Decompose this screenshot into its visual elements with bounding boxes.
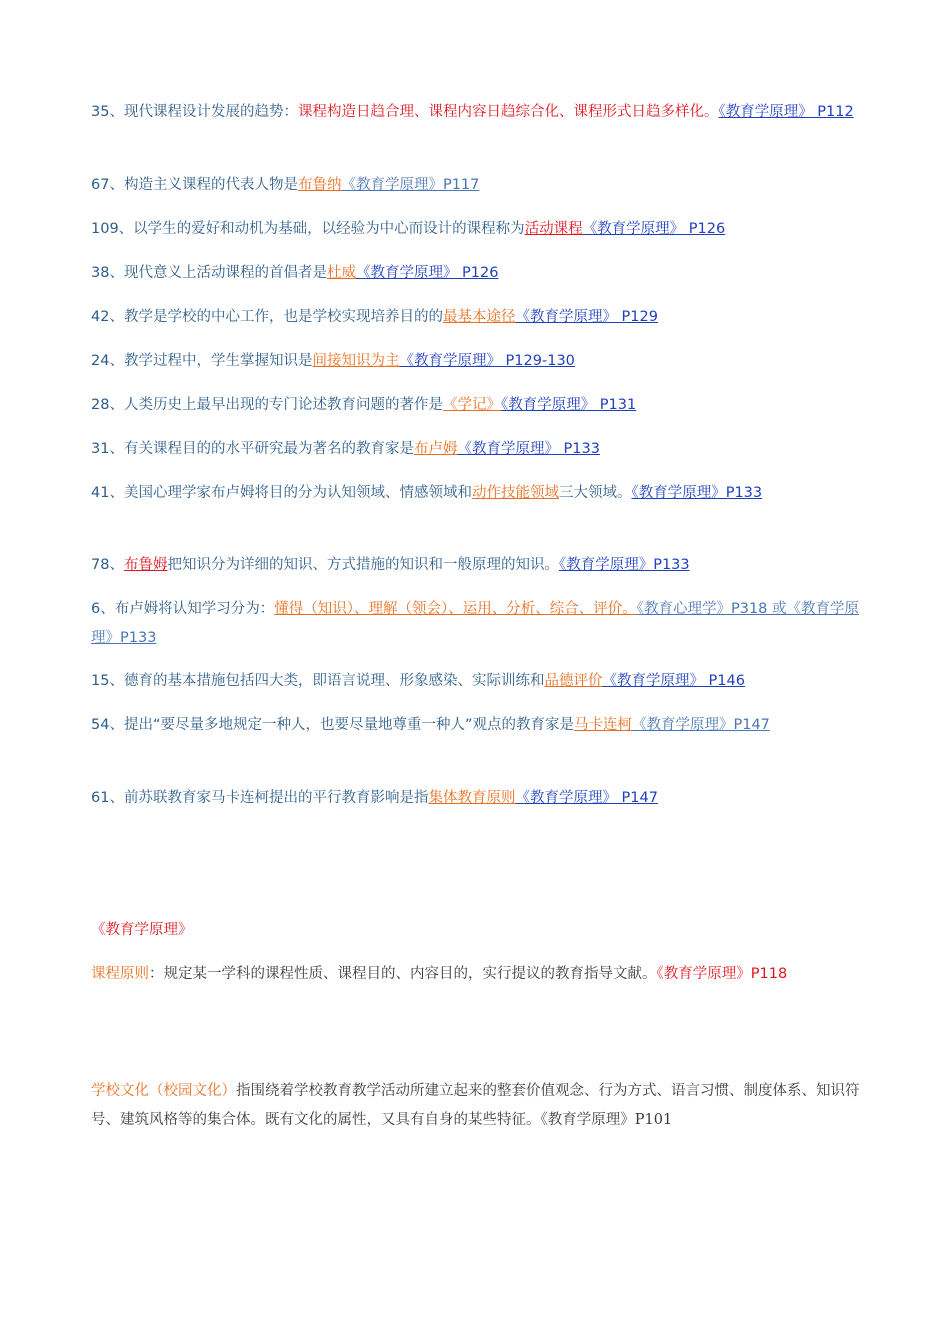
question-text: 109、以学生的爱好和动机为基础，以经验为中心而设计的课程称为: [91, 221, 525, 237]
list-item: [91, 303, 861, 332]
list-item: [91, 98, 861, 127]
question-text: 67、构造主义课程的代表人物是: [91, 177, 298, 193]
list-item: [91, 667, 861, 696]
answer-text: 间接知识为主: [312, 353, 400, 369]
question-text: 15、德育的基本措施包括四大类，即语言说理、形象感染、实际训练和: [91, 673, 545, 689]
reference-link[interactable]: 《教育学原理》P117: [341, 177, 480, 193]
reference-link[interactable]: 《教育学原理》P133: [558, 557, 690, 573]
list-item: [91, 479, 861, 508]
answer-text: 杜威: [326, 265, 356, 281]
list-item: [91, 215, 861, 244]
list-item: [91, 784, 861, 813]
list-item: [91, 711, 861, 740]
answer-text: 布鲁纳: [297, 177, 342, 193]
list-item: [91, 347, 861, 376]
definition-item: [91, 1077, 861, 1135]
question-text-tail: 把知识分为详细的知识、方式措施的知识和一般原理的知识。: [167, 557, 559, 573]
answer-text: 最基本途径: [442, 309, 516, 325]
list-item: [91, 171, 861, 200]
question-text: 54、提出“要尽量多地规定一种人，也要尽量地尊重一种人”观点的教育家是: [91, 717, 574, 733]
question-text: 35、现代课程设计发展的趋势：: [91, 104, 298, 120]
question-text: 24、教学过程中，学生掌握知识是: [91, 353, 313, 369]
reference-link[interactable]: 《教育学原理》 P146: [602, 673, 745, 689]
list-item: [91, 391, 861, 420]
question-text: 38、现代意义上活动课程的首倡者是: [91, 265, 327, 281]
answer-text: 品德评价: [544, 673, 603, 689]
list-item: [91, 435, 861, 464]
definition-text: 指围绕着学校教育教学活动所建立起来的整套价值观念、行为方式、语言习惯、制度体系、知识符号、建筑风格等的集合体。既有文化的属性，又具有自身的某些特征。: [91, 1083, 860, 1128]
answer-text: 集体教育原则: [428, 790, 516, 806]
reference-link[interactable]: 《教育学原理》 P126: [355, 265, 499, 281]
list-item: [91, 551, 861, 580]
answer-text: 懂得（知识）、理解（领会）、运用、分析、综合、评价。: [274, 601, 637, 617]
definition-text: ：规定某一学科的课程性质、课程目的、内容目的，实行提议的教育指导文献。: [149, 966, 657, 982]
answer-text: 马卡连柯: [573, 717, 632, 733]
question-text: 28、人类历史上最早出现的专门论述教育问题的著作是: [91, 397, 443, 413]
question-text: 42、教学是学校的中心工作，也是学校实现培养目的的: [91, 309, 443, 325]
answer-text: 布鲁姆: [123, 557, 168, 573]
reference-link[interactable]: 《教育学原理》 P131: [500, 397, 637, 413]
question-text-tail: 三大领域。: [558, 485, 632, 501]
reference-link[interactable]: 《教育学原理》P147: [631, 717, 770, 733]
answer-text: 活动课程: [524, 221, 583, 237]
answer-text: 课程构造日趋合理、课程内容日趋综合化、课程形式日趋多样化。: [297, 104, 719, 120]
question-text: 41、美国心理学家布卢姆将目的分为认知领域、情感领域和: [91, 485, 472, 501]
section-title: 《教育学原理》: [91, 922, 193, 938]
question-text: 78、: [91, 557, 124, 573]
list-item: [91, 259, 861, 288]
answer-text: 动作技能领域: [471, 485, 559, 501]
answer-text: 《学记》: [442, 397, 501, 413]
definition-reference: 《教育学原理》P118: [656, 966, 788, 982]
definition-reference: 《教育学原理》P101: [540, 1112, 673, 1128]
reference-link[interactable]: 《教育学原理》P133: [631, 485, 763, 501]
definition-term: 学校文化（校园文化）: [91, 1083, 236, 1099]
reference-link[interactable]: 《教育学原理》 P129-130: [399, 353, 575, 369]
definition-item: [91, 960, 861, 989]
reference-link[interactable]: 《教育学原理》 P133: [457, 441, 600, 457]
reference-link[interactable]: 《教育心理学》P318 或《教育学原理》P133: [91, 601, 860, 646]
answer-text: 布卢姆: [413, 441, 458, 457]
question-text: 61、前苏联教育家马卡连柯提出的平行教育影响是指: [91, 790, 429, 806]
reference-link[interactable]: 《教育学原理》 P147: [515, 790, 658, 806]
definition-term: 课程原则: [91, 966, 149, 982]
reference-link[interactable]: 《教育学原理》 P126: [582, 221, 726, 237]
list-item: [91, 595, 861, 653]
reference-link[interactable]: 《教育学原理》 P112: [718, 104, 854, 120]
reference-link[interactable]: 《教育学原理》 P129: [515, 309, 658, 325]
question-text: 6、布卢姆将认知学习分为：: [91, 601, 275, 617]
question-text: 31、有关课程目的的水平研究最为著名的教育家是: [91, 441, 414, 457]
